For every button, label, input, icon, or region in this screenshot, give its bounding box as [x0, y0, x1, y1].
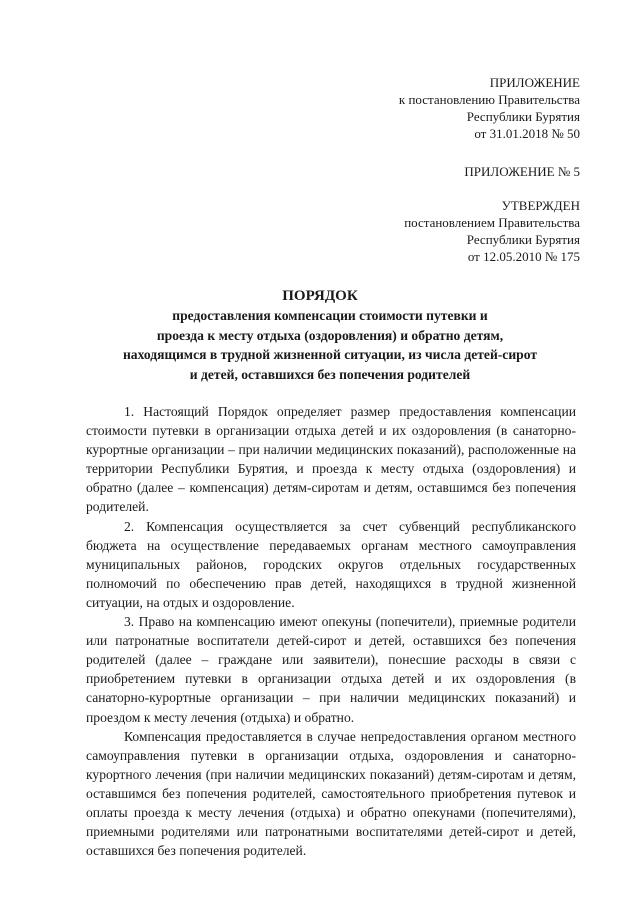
appendix-republic-line: Республики Бурятия [466, 109, 580, 124]
appendix-resolution-line: к постановлению Правительства [398, 92, 580, 107]
paragraph-3: 3. Право на компенсацию имеют опекуны (попечители), приемные родители или патронатные воспитатели детей-сирот и детей, оставшихся без попечения родителей (далее – граждане или заявители), понесшие расходы в связи с приобретением путевки в организации отдыха детей и их оздоровления (в санаторно-курортные организации – при наличии медицинских показаний) и проездом к месту лечения (отдыха) и обратно. [86, 614, 576, 725]
approved-header [404, 197, 580, 265]
paragraph-4: Компенсация предоставляется в случае непредоставления органом местного самоуправления путевки в организации отдыха, оздоровления и санаторно-курортного лечения (при наличии медицинских показаний) детям-сиротам и детям, оставшимся без попечения родителей, самостоятельного приобретения путевок и оплаты проезда к месту лечения (отдыха) и обратно опекунами (попечителями), приемными родителями или патронатными воспитателями детей-сирот и детей, оставшихся без попечения родителей. [86, 728, 576, 859]
document-subtitle [92, 306, 568, 384]
subtitle-line: проезда к месту отдыха (оздоровления) и обратно детям, [156, 327, 504, 343]
appendix-label: ПРИЛОЖЕНИЕ [489, 75, 580, 90]
approved-date-line: от 12.05.2010 № 175 [467, 249, 580, 264]
approved-republic-line: Республики Бурятия [466, 232, 580, 247]
document-title: ПОРЯДОК [282, 288, 358, 304]
subtitle-line: предоставления компенсации стоимости путевки и [172, 308, 488, 323]
paragraph-2: 2. Компенсация осуществляется за счет субвенций республиканского бюджета на осуществление передаваемых органам местного самоуправления муниципальных районов, городских округов отдельных государственных полномочий по обеспечению прав детей, находящихся в трудной жизненной ситуации, на отдых и оздоровление. [86, 518, 576, 610]
subtitle-line: находящимся в трудной жизненной ситуации, из числа детей-сирот [122, 347, 538, 363]
approved-resolution-line: постановлением Правительства [404, 215, 580, 230]
approved-label: УТВЕРЖДЕН [501, 198, 580, 213]
appendix-date-line: от 31.01.2018 № 50 [474, 126, 580, 141]
appendix-header [399, 74, 580, 142]
subtitle-line: и детей, оставшихся без попечения родителей [189, 366, 471, 382]
appendix-5-header [464, 163, 580, 180]
appendix-5-label: ПРИЛОЖЕНИЕ № 5 [464, 164, 580, 179]
document-body [86, 402, 576, 860]
paragraph-1: 1. Настоящий Порядок определяет размер предоставления компенсации стоимости путевки в организации отдыха детей и их оздоровления (в санаторно-курортные организации – при наличии медицинских показаний), расположенные на территории Республики Бурятия, и проезда к месту отдыха (оздоровления) и обратно (далее – компенсация) детям-сиротам и детям, оставшимся без попечения родителей. [86, 404, 576, 515]
